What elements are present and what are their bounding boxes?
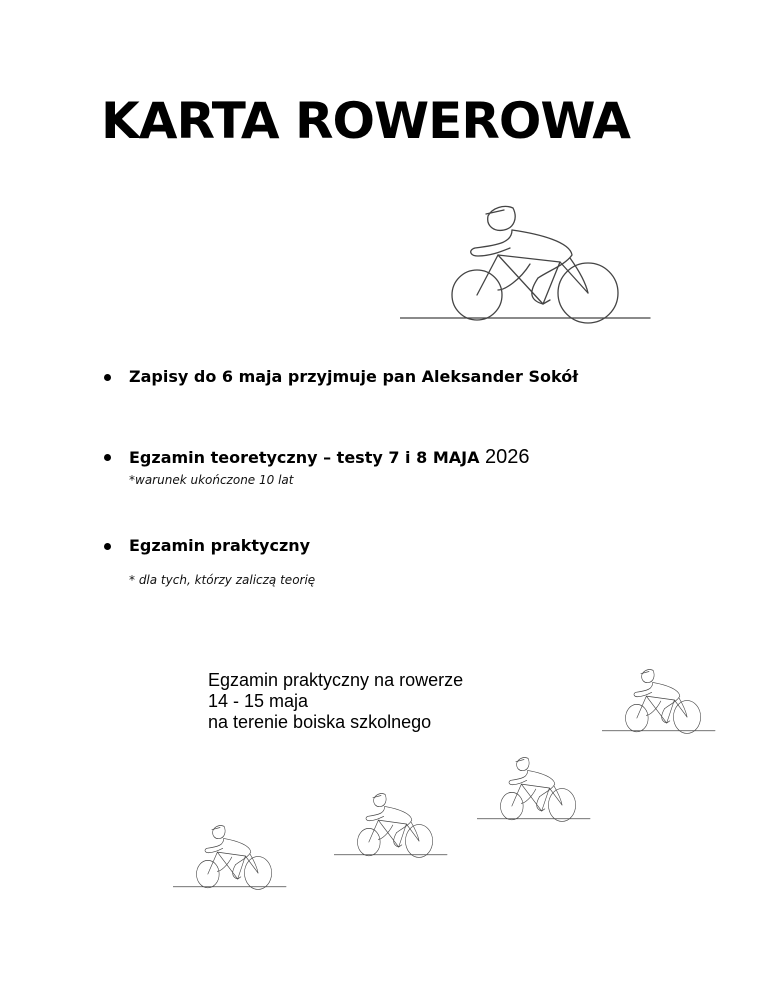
cyclist-icon xyxy=(477,754,591,822)
list-item-text: Egzamin praktyczny xyxy=(129,536,311,555)
list-item-text xyxy=(129,447,530,468)
exam-year: 2026 xyxy=(485,446,530,468)
bullet-icon xyxy=(104,543,111,550)
practical-line-2: 14 - 15 maja xyxy=(208,691,309,711)
bullet-icon xyxy=(104,374,111,381)
cyclist-icon xyxy=(602,666,716,734)
cyclist-icon xyxy=(173,822,287,890)
practical-line-3: na terenie boiska szkolnego xyxy=(208,712,432,732)
list-item-text: Zapisy do 6 maja przyjmuje pan Aleksander Sokół xyxy=(129,367,579,386)
practical-exam-info xyxy=(208,670,463,733)
practical-line-1: Egzamin praktyczny na rowerze xyxy=(208,670,464,690)
bullet-icon xyxy=(104,454,111,461)
cyclist-icon xyxy=(400,200,652,324)
page-title: KARTA ROWEROWA xyxy=(101,92,630,150)
list-item-label: Egzamin teoretyczny – testy 7 i 8 MAJA xyxy=(129,448,486,467)
list-item-note: *warunek ukończone 10 lat xyxy=(129,473,294,487)
cyclist-icon xyxy=(334,790,448,858)
list-item-note: * dla tych, którzy zaliczą teorię xyxy=(129,573,316,587)
